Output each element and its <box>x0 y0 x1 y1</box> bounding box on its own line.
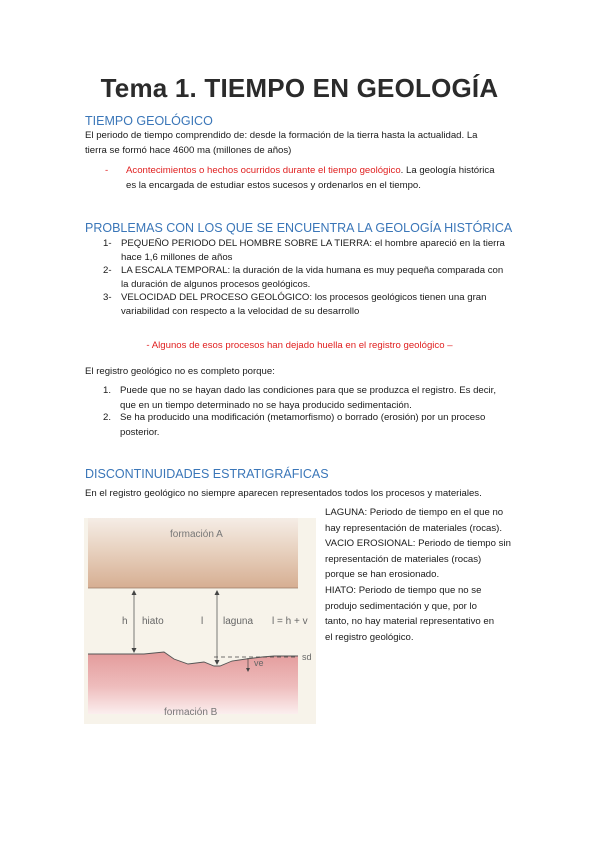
page-title: Tema 1. TIEMPO EN GEOLOGÍA <box>100 73 499 103</box>
definition-line: HIATO: Periodo de tiempo que no se <box>325 584 482 596</box>
bullet-dash: - <box>105 165 109 176</box>
figure-l-label: l <box>201 616 204 627</box>
paragraph-intro-line-2: tierra se formó hace 4600 ma (millones de años) <box>85 145 292 156</box>
definition-line: el registro geológico. <box>325 631 414 643</box>
definition-line: hay representación de materiales (rocas). <box>325 522 503 534</box>
numbered-item-1 <box>103 237 518 264</box>
ordered-item-2 <box>103 410 515 440</box>
item-line-2: posterior. <box>120 427 160 438</box>
item-number: 2. <box>103 412 112 423</box>
highlighted-text: Acontecimientos o hechos ocurridos durante el tiempo geológico <box>126 165 401 176</box>
paragraph-intro-line-1: El periodo de tiempo comprendido de: desde la formación de la tierra hasta la actualidad. La <box>85 130 478 141</box>
definitions-block <box>325 505 517 645</box>
section-heading-tiempo-geologico: TIEMPO GEOLÓGICO <box>85 114 213 128</box>
section-heading-discontinuidades: DISCONTINUIDADES ESTRATIGRÁFICAS <box>85 467 329 481</box>
definition-line: VACIO EROSIONAL: Periodo de tiempo sin <box>325 538 511 550</box>
item-line-1: VELOCIDAD DEL PROCESO GEOLÓGICO: los procesos geológicos tienen una gran <box>121 292 487 303</box>
figure-ve-label: ve <box>254 658 264 668</box>
figure-bottom-label: formación B <box>164 707 218 718</box>
numbered-item-2 <box>103 264 518 291</box>
figure-laguna-label: laguna <box>223 616 254 627</box>
section-heading-problemas: PROBLEMAS CON LOS QUE SE ENCUENTRA LA GEOLOGÍA HISTÓRICA <box>85 221 513 235</box>
item-line-2: hace 1,6 millones de años <box>121 251 233 263</box>
numbered-item-3 <box>103 291 518 318</box>
item-line-1: Se ha producido una modificación (metamorfismo) o borrado (erosión) por un proceso <box>120 412 486 423</box>
figure-h-label: h <box>122 616 128 627</box>
figure-formula-label: l = h + v <box>272 616 308 627</box>
item-number: 1. <box>103 385 112 396</box>
item-line-1: Puede que no se hayan dado las condiciones para que se produzca el registro. Es decir, <box>120 385 497 396</box>
ordered-item-1 <box>103 383 515 413</box>
bullet-text-line-2: es la encargada de estudiar estos sucesos y ordenarlos en el tiempo. <box>126 180 421 191</box>
item-number: 3- <box>103 292 112 303</box>
definition-line: produjo sedimentación y que, por lo <box>325 600 477 612</box>
item-line-1: LA ESCALA TEMPORAL: la duración de la vida humana es muy pequeña comparada con <box>121 265 504 276</box>
registro-intro: El registro geológico no es completo porque: <box>85 366 275 377</box>
bullet-item <box>105 163 515 193</box>
discontinuidades-intro: En el registro geológico no siempre aparecen representados todos los procesos y materiales. <box>85 488 482 499</box>
definition-line: LAGUNA: Periodo de tiempo en el que no <box>325 507 504 518</box>
item-line-1: PEQUEÑO PERIODO DEL HOMBRE SOBRE LA TIERRA: el hombre apareció en la tierra <box>121 238 505 249</box>
red-note: - Algunos de esos procesos han dejado huella en el registro geológico – <box>146 340 453 351</box>
item-line-2: la duración de algunos procesos geológicos. <box>121 278 311 290</box>
item-number: 1- <box>103 238 112 249</box>
figure-hiato-label: hiato <box>142 616 164 627</box>
bullet-text-rest: . La geología histórica <box>400 165 495 176</box>
definition-line: tanto, no hay material representativo en <box>325 616 495 628</box>
figure-sd-label: sd <box>302 652 312 662</box>
definition-line: representación de materiales (rocas) <box>325 553 482 565</box>
item-number: 2- <box>103 265 112 276</box>
item-line-2: variabilidad con respecto a la velocidad de su desarrollo <box>121 305 360 317</box>
item-line-2: que en un tiempo determinado no se haya producido sedimentación. <box>120 400 412 411</box>
definition-line: porque se han erosionado. <box>325 569 440 581</box>
figure-top-label: formación A <box>170 529 223 540</box>
figure-discontinuity <box>84 518 316 724</box>
